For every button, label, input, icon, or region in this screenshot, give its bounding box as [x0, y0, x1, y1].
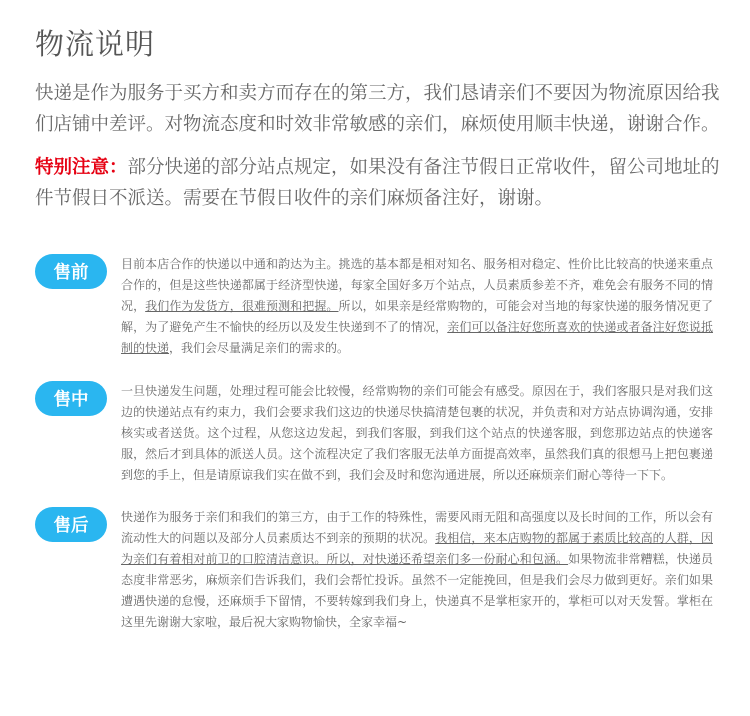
in-sale-text-part: 一旦快递发生问题，处理过程可能会比较慢，经常购物的亲们可能会有感受。原因在于，我们客服只是对我们这边的快递站点有约束力，我们会要求我们这边的快递尽快搞清楚包裹的状况，并负责和对方站点协调沟通，安排核实或者送货。这个过程，从您这边发起，到我们客服，到我们这个站点的快递客服，到您那边站点的快递客服，然后才到具体的派送人员。这个流程决定了我们客服无法单方面提高效率，虽然我们真的很想马上把包裹递到您的手上，但是请原谅我们实在做不到，我们会及时和您沟通进展，所以还麻烦亲们耐心等待一下下。 — [121, 384, 713, 482]
in-sale-badge: 售中 — [35, 381, 107, 416]
after-sale-text — [121, 507, 713, 633]
pre-sale-text — [121, 254, 713, 359]
pre-sale-underlined-text: 亲们可以备注好您所喜欢的快递或者备注好您说抵制的快递 — [121, 320, 713, 355]
after-sale-text-part: 如果物流非常糟糕，快递员态度非常恶劣，麻烦亲们告诉我们，我们会帮忙投诉。虽然不一定能挽回，但是我们会尽力做到更好。亲们如果遭遇快递的怠慢，还麻烦手下留情，不要转嫁到我们身上，快递真不是掌柜家开的，掌柜可以对天发誓。掌柜在这里先谢谢大家啦，最后祝大家购物愉快，全家幸福~ — [121, 552, 713, 629]
pre-sale-text-part: 所以，如果亲是经常购物的，可能会对当地的每家快递的服务情况更了解，为了避免产生不愉快的经历以及发生快递到不了的情况， — [121, 299, 713, 334]
after-sale-underlined-text: 我相信，来本店购物的都属于素质比较高的人群，因为亲们有着相对前卫的口腔清洁意识。所以，对快递还希望亲们多一份耐心和包涵。 — [121, 531, 713, 566]
pre-sale-text-part: 目前本店合作的快递以中通和韵达为主。挑选的基本都是相对知名、服务相对稳定、性价比比较高的快递来重点合作的，但是这些快递都属于经济型快递，每家全国好多万个站点，人员素质参差不齐，难免会有服务不同的情况， — [121, 257, 713, 313]
after-sale-badge: 售后 — [35, 507, 107, 542]
pre-sale-badge: 售前 — [35, 254, 107, 289]
notice-text: 部分快递的部分站点规定，如果没有备注节假日正常收件，留公司地址的件节假日不派送。需要在节假日收件的亲们麻烦备注好，谢谢。 — [35, 157, 720, 209]
page-title: 物流说明 — [35, 27, 156, 61]
after-sale-text-part: 快递作为服务于亲们和我们的第三方，由于工作的特殊性，需要风雨无阻和高强度以及长时间的工作，所以会有流动性大的问题以及部分人员素质达不到亲的预期的状况。 — [121, 510, 713, 545]
pre-sale-underlined-text: 我们作为发货方，很难预测和把握。 — [145, 299, 339, 313]
pre-sale-text-part: ，我们会尽量满足亲们的需求的。 — [169, 341, 350, 355]
in-sale-text — [121, 381, 713, 486]
notice-label: 特别注意： — [35, 157, 128, 178]
special-notice — [35, 152, 725, 214]
intro-paragraph: 快递是作为服务于买方和卖方而存在的第三方，我们恳请亲们不要因为物流原因给我们店铺中差评。对物流态度和时效非常敏感的亲们，麻烦使用顺丰快递，谢谢合作。 — [35, 83, 720, 135]
